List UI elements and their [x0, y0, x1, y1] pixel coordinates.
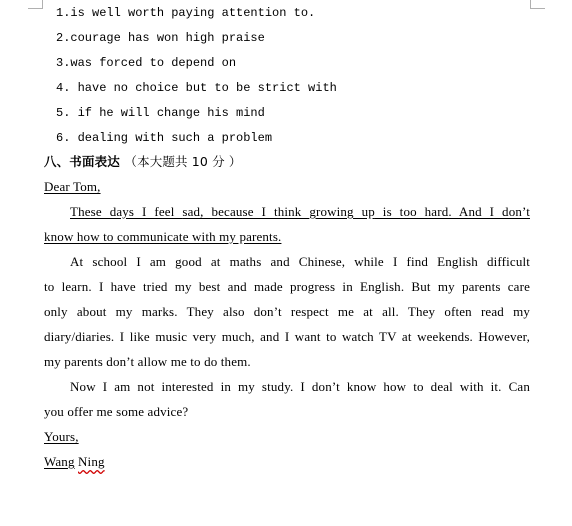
- paragraph-2-line-1: At school I am good at maths and Chinese, while I find English difficult: [70, 254, 530, 269]
- letter-salutation: Dear Tom,: [44, 179, 101, 194]
- answer-line-6: 6. dealing with such a problem: [56, 131, 273, 145]
- letter-signature: [44, 454, 105, 470]
- paragraph-3-line-1: Now I am not interested in my study. I don’t know how to deal with it. Can: [70, 379, 530, 394]
- section-note: （本大题共 10 分 ）: [124, 154, 242, 169]
- page-corner-mark-right: [530, 0, 545, 9]
- letter-closing: Yours,: [44, 429, 79, 444]
- answer-line-3: 3.was forced to depend on: [56, 56, 237, 70]
- answer-line-2: 2.courage has won high praise: [56, 31, 265, 45]
- paragraph-3-line-2: you offer me some advice?: [44, 404, 189, 419]
- section-title: 八、书面表达: [44, 154, 120, 169]
- answer-line-4: 4. have no choice but to be strict with: [56, 81, 337, 95]
- signature-first-name: Wang: [44, 454, 75, 469]
- paragraph-1-line-1: [70, 204, 530, 220]
- page-corner-mark-left: [28, 0, 43, 9]
- paragraph-2-line-2: to learn. I have tried my best and made progress in English. But my parents care: [44, 279, 530, 294]
- paragraph-1-line-2: know how to communicate with my parents.: [44, 229, 282, 244]
- paragraph-2-line-5: my parents don’t allow me to do them.: [44, 354, 251, 369]
- p1-segment-b: sad, because I think: [182, 204, 310, 219]
- paragraph-2-line-3: only about my marks. They also don’t respect me at all. They often read my: [44, 304, 530, 319]
- section-heading: [44, 154, 242, 170]
- p1-segment-d: is too hard. And I don’t: [374, 204, 530, 219]
- answer-line-5: 5. if he will change his mind: [56, 106, 265, 120]
- p1-segment-c: growing up: [309, 204, 375, 219]
- p1-segment-a: These days I feel: [70, 204, 183, 219]
- paragraph-2-line-4: diary/diaries. I like music very much, and I want to watch TV at weekends. However,: [44, 329, 530, 344]
- signature-last-name: Ning: [78, 454, 105, 469]
- answer-line-1: 1.is well worth paying attention to.: [56, 6, 316, 20]
